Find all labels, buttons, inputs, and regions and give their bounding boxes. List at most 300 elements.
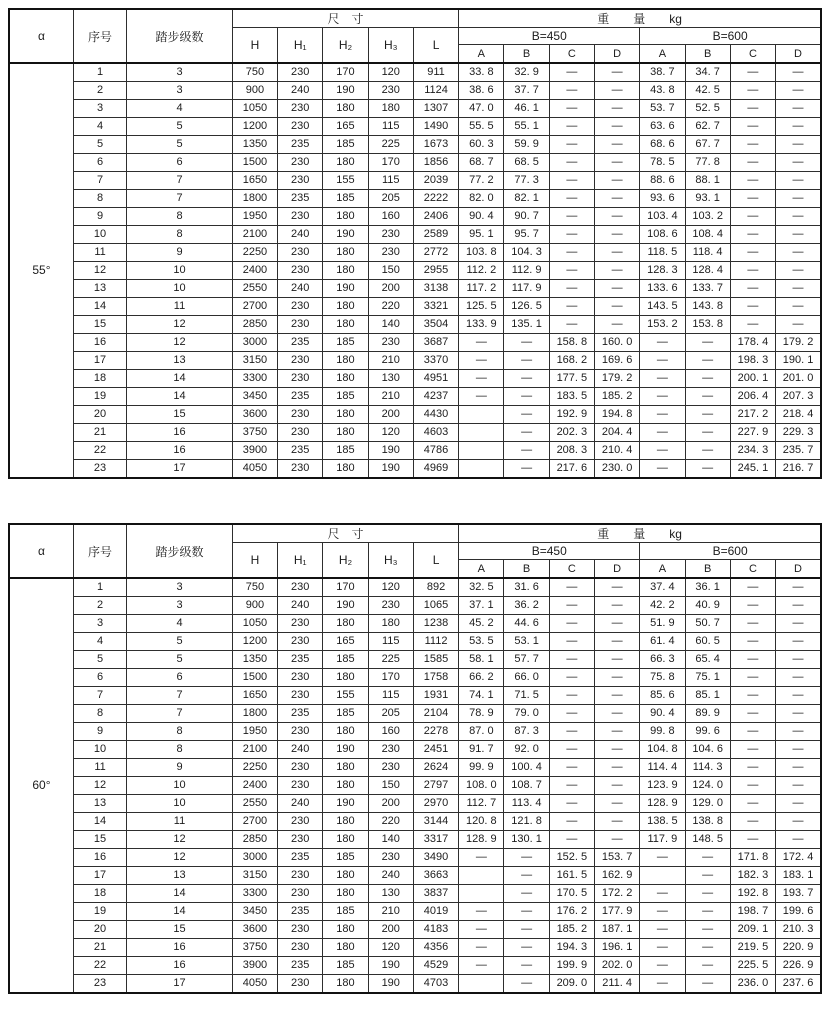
b450-b-cell: 130. 1 xyxy=(504,831,549,849)
h2-cell: 180 xyxy=(323,921,368,939)
b600-d-cell: 207. 3 xyxy=(776,388,821,406)
steps-cell: 8 xyxy=(127,226,233,244)
b450-col-c: C xyxy=(549,45,594,64)
table-row xyxy=(9,651,821,669)
b600-b-cell: 75. 1 xyxy=(685,669,730,687)
b600-d-cell: 190. 1 xyxy=(776,352,821,370)
table-row xyxy=(9,903,821,921)
b600-c-cell: 225. 5 xyxy=(730,957,775,975)
b600-b-cell: — xyxy=(685,406,730,424)
b600-d-cell: — xyxy=(776,831,821,849)
b450-b-cell: — xyxy=(504,939,549,957)
h1-cell: 235 xyxy=(278,903,323,921)
b450-b-cell: 104. 3 xyxy=(504,244,549,262)
b450-c-cell: — xyxy=(549,669,594,687)
b600-b-cell: — xyxy=(685,334,730,352)
steps-cell: 9 xyxy=(127,759,233,777)
b600-b-cell: 34. 7 xyxy=(685,63,730,82)
h2-cell: 180 xyxy=(323,723,368,741)
b600-b-cell: 40. 9 xyxy=(685,597,730,615)
b450-c-cell: — xyxy=(549,597,594,615)
steps-cell: 10 xyxy=(127,777,233,795)
table-gap xyxy=(8,479,822,523)
serial-cell: 17 xyxy=(73,352,126,370)
h-cell: 2700 xyxy=(232,813,277,831)
serial-cell: 12 xyxy=(73,262,126,280)
b600-b-cell: — xyxy=(685,921,730,939)
h-cell: 1800 xyxy=(232,190,277,208)
b600-c-cell: 200. 1 xyxy=(730,370,775,388)
h1-cell: 230 xyxy=(278,244,323,262)
h-cell: 3450 xyxy=(232,388,277,406)
b600-d-cell: — xyxy=(776,298,821,316)
h3-cell: 180 xyxy=(368,100,413,118)
h2-cell: 180 xyxy=(323,460,368,479)
h2-cell: 180 xyxy=(323,244,368,262)
table-row xyxy=(9,208,821,226)
h2-cell: 180 xyxy=(323,298,368,316)
b600-c-cell: — xyxy=(730,154,775,172)
b450-c-cell: 170. 5 xyxy=(549,885,594,903)
b600-c-cell: — xyxy=(730,759,775,777)
b600-c-cell: — xyxy=(730,615,775,633)
b450-c-cell: — xyxy=(549,280,594,298)
b600-d-cell: — xyxy=(776,63,821,82)
h3-cell: 230 xyxy=(368,244,413,262)
l-cell: 4019 xyxy=(413,903,458,921)
h3-cell: 210 xyxy=(368,388,413,406)
h1-cell: 230 xyxy=(278,921,323,939)
b450-d-cell: — xyxy=(595,154,640,172)
h-cell: 750 xyxy=(232,578,277,597)
b600-a-cell: 143. 5 xyxy=(640,298,685,316)
b450-c-cell: — xyxy=(549,723,594,741)
b450-c-cell: — xyxy=(549,831,594,849)
l-cell: 3144 xyxy=(413,813,458,831)
table-row xyxy=(9,334,821,352)
b600-c-cell: — xyxy=(730,136,775,154)
b600-b-cell: — xyxy=(685,903,730,921)
b450-b-cell: 68. 5 xyxy=(504,154,549,172)
h1-cell: 240 xyxy=(278,82,323,100)
serial-cell: 23 xyxy=(73,460,126,479)
h-cell: 1500 xyxy=(232,154,277,172)
h2-cell: 165 xyxy=(323,118,368,136)
h-cell: 3750 xyxy=(232,424,277,442)
serial-cell: 20 xyxy=(73,406,126,424)
serial-cell: 8 xyxy=(73,705,126,723)
table-body-55 xyxy=(9,63,821,478)
h3-cell: 205 xyxy=(368,705,413,723)
steps-cell: 5 xyxy=(127,136,233,154)
serial-cell: 15 xyxy=(73,831,126,849)
l-cell: 3837 xyxy=(413,885,458,903)
b450-d-cell: 153. 7 xyxy=(595,849,640,867)
b450-c-cell: 152. 5 xyxy=(549,849,594,867)
b450-c-cell: — xyxy=(549,633,594,651)
b600-a-cell: — xyxy=(640,957,685,975)
b450-d-cell: 185. 2 xyxy=(595,388,640,406)
b600-b-cell: 133. 7 xyxy=(685,280,730,298)
table-row xyxy=(9,280,821,298)
b600-b-cell: 124. 0 xyxy=(685,777,730,795)
b450-c-cell: — xyxy=(549,118,594,136)
b450-b-cell: 108. 7 xyxy=(504,777,549,795)
col-header-h3: H₃ xyxy=(368,543,413,579)
h1-cell: 230 xyxy=(278,172,323,190)
b600-b-cell: 60. 5 xyxy=(685,633,730,651)
table-row xyxy=(9,100,821,118)
b450-b-cell: 126. 5 xyxy=(504,298,549,316)
serial-cell: 13 xyxy=(73,795,126,813)
b450-c-cell: — xyxy=(549,226,594,244)
b600-b-cell: — xyxy=(685,975,730,994)
b600-d-cell: — xyxy=(776,244,821,262)
b450-a-cell: 108. 0 xyxy=(459,777,504,795)
b450-b-cell: — xyxy=(504,442,549,460)
h1-cell: 230 xyxy=(278,424,323,442)
b600-a-cell: 51. 9 xyxy=(640,615,685,633)
b600-c-cell: 171. 8 xyxy=(730,849,775,867)
h2-cell: 185 xyxy=(323,957,368,975)
table-row xyxy=(9,316,821,334)
h-cell: 1050 xyxy=(232,615,277,633)
steps-cell: 10 xyxy=(127,280,233,298)
steps-cell: 9 xyxy=(127,244,233,262)
h3-cell: 115 xyxy=(368,687,413,705)
h2-cell: 185 xyxy=(323,705,368,723)
l-cell: 4237 xyxy=(413,388,458,406)
b600-d-cell: — xyxy=(776,651,821,669)
steps-cell: 12 xyxy=(127,849,233,867)
h2-cell: 180 xyxy=(323,208,368,226)
col-header-l: L xyxy=(413,28,458,64)
b450-b-cell: — xyxy=(504,460,549,479)
table-row xyxy=(9,867,821,885)
h-cell: 1350 xyxy=(232,651,277,669)
b450-c-cell: — xyxy=(549,741,594,759)
b600-d-cell: 183. 1 xyxy=(776,867,821,885)
b600-c-cell: 227. 9 xyxy=(730,424,775,442)
b600-a-cell: — xyxy=(640,939,685,957)
h3-cell: 225 xyxy=(368,136,413,154)
h-cell: 3450 xyxy=(232,903,277,921)
serial-cell: 9 xyxy=(73,208,126,226)
b450-a-cell: 77. 2 xyxy=(459,172,504,190)
h1-cell: 230 xyxy=(278,208,323,226)
b600-c-cell: — xyxy=(730,316,775,334)
table-row xyxy=(9,154,821,172)
l-cell: 3663 xyxy=(413,867,458,885)
table-row xyxy=(9,190,821,208)
h3-cell: 120 xyxy=(368,424,413,442)
h-cell: 2850 xyxy=(232,316,277,334)
b450-b-cell: 31. 6 xyxy=(504,578,549,597)
b600-b-cell: 114. 3 xyxy=(685,759,730,777)
h1-cell: 230 xyxy=(278,669,323,687)
h3-cell: 120 xyxy=(368,939,413,957)
b450-c-cell: — xyxy=(549,172,594,190)
h-cell: 3900 xyxy=(232,442,277,460)
h-cell: 3300 xyxy=(232,370,277,388)
table-row xyxy=(9,795,821,813)
b600-c-cell: — xyxy=(730,118,775,136)
h1-cell: 230 xyxy=(278,831,323,849)
b450-d-cell: — xyxy=(595,759,640,777)
l-cell: 1065 xyxy=(413,597,458,615)
serial-cell: 6 xyxy=(73,154,126,172)
b450-d-cell: 162. 9 xyxy=(595,867,640,885)
b600-d-cell: — xyxy=(776,633,821,651)
h1-cell: 230 xyxy=(278,118,323,136)
b450-a-cell: 55. 5 xyxy=(459,118,504,136)
b450-a-cell: — xyxy=(459,849,504,867)
steps-cell: 17 xyxy=(127,460,233,479)
b450-d-cell: — xyxy=(595,831,640,849)
b600-d-cell: — xyxy=(776,687,821,705)
dimensions-group-header: 尺 寸 xyxy=(232,9,458,28)
b450-a-cell: 38. 6 xyxy=(459,82,504,100)
b600-b-cell: — xyxy=(685,370,730,388)
h1-cell: 230 xyxy=(278,406,323,424)
b600-b-cell: — xyxy=(685,957,730,975)
h3-cell: 160 xyxy=(368,208,413,226)
h1-cell: 230 xyxy=(278,100,323,118)
serial-cell: 18 xyxy=(73,370,126,388)
h2-cell: 190 xyxy=(323,741,368,759)
b450-a-cell: 112. 2 xyxy=(459,262,504,280)
alpha-header: α xyxy=(9,524,73,578)
steps-cell: 12 xyxy=(127,831,233,849)
b600-c-cell: 217. 2 xyxy=(730,406,775,424)
h3-cell: 190 xyxy=(368,460,413,479)
h1-cell: 235 xyxy=(278,705,323,723)
b600-d-cell: — xyxy=(776,208,821,226)
b600-a-cell: — xyxy=(640,388,685,406)
steps-header: 踏步级数 xyxy=(127,9,233,63)
serial-cell: 16 xyxy=(73,334,126,352)
table-row xyxy=(9,633,821,651)
b450-a-cell: 90. 4 xyxy=(459,208,504,226)
b600-c-cell: 209. 1 xyxy=(730,921,775,939)
table-row xyxy=(9,172,821,190)
col-header-h2: H₂ xyxy=(323,28,368,64)
table-row xyxy=(9,298,821,316)
b600-d-cell: — xyxy=(776,597,821,615)
b450-a-cell: — xyxy=(459,903,504,921)
b450-c-cell: — xyxy=(549,813,594,831)
l-cell: 3490 xyxy=(413,849,458,867)
h3-cell: 190 xyxy=(368,957,413,975)
b450-b-cell: 32. 9 xyxy=(504,63,549,82)
h-cell: 2250 xyxy=(232,759,277,777)
spec-table-55 xyxy=(8,8,822,479)
b600-c-cell: — xyxy=(730,651,775,669)
b450-a-cell: 37. 1 xyxy=(459,597,504,615)
table-row xyxy=(9,885,821,903)
h2-cell: 180 xyxy=(323,100,368,118)
table-row xyxy=(9,705,821,723)
b600-a-cell: 104. 8 xyxy=(640,741,685,759)
b450-b-cell: 90. 7 xyxy=(504,208,549,226)
b600-c-cell: — xyxy=(730,705,775,723)
b600-b-cell: 50. 7 xyxy=(685,615,730,633)
serial-header: 序号 xyxy=(73,9,126,63)
b450-a-cell: 87. 0 xyxy=(459,723,504,741)
b450-c-cell: — xyxy=(549,63,594,82)
h2-cell: 155 xyxy=(323,172,368,190)
b600-c-cell: 182. 3 xyxy=(730,867,775,885)
b600-b-cell: 129. 0 xyxy=(685,795,730,813)
b600-d-cell: 229. 3 xyxy=(776,424,821,442)
l-cell: 4603 xyxy=(413,424,458,442)
l-cell: 4183 xyxy=(413,921,458,939)
b450-c-cell: — xyxy=(549,262,594,280)
steps-cell: 3 xyxy=(127,82,233,100)
b600-b-cell: — xyxy=(685,442,730,460)
h1-cell: 240 xyxy=(278,795,323,813)
table-row xyxy=(9,136,821,154)
b600-a-cell: 75. 8 xyxy=(640,669,685,687)
h3-cell: 230 xyxy=(368,741,413,759)
b600-d-cell: 210. 3 xyxy=(776,921,821,939)
steps-cell: 8 xyxy=(127,208,233,226)
table-header xyxy=(9,9,821,63)
b450-a-cell: — xyxy=(459,939,504,957)
h-cell: 1350 xyxy=(232,136,277,154)
b600-group-header: B=600 xyxy=(640,543,821,560)
b600-d-cell: 199. 6 xyxy=(776,903,821,921)
h2-cell: 185 xyxy=(323,388,368,406)
b600-a-cell: 133. 6 xyxy=(640,280,685,298)
col-header-h1: H₁ xyxy=(278,543,323,579)
l-cell: 1856 xyxy=(413,154,458,172)
steps-cell: 16 xyxy=(127,424,233,442)
h-cell: 2250 xyxy=(232,244,277,262)
h-cell: 2700 xyxy=(232,298,277,316)
h2-cell: 180 xyxy=(323,370,368,388)
b600-a-cell: — xyxy=(640,406,685,424)
b600-a-cell: 93. 6 xyxy=(640,190,685,208)
b600-b-cell: 128. 4 xyxy=(685,262,730,280)
b600-b-cell: — xyxy=(685,885,730,903)
b600-c-cell: 206. 4 xyxy=(730,388,775,406)
b600-c-cell: — xyxy=(730,172,775,190)
steps-cell: 4 xyxy=(127,100,233,118)
col-header-h3: H₃ xyxy=(368,28,413,64)
table-row xyxy=(9,460,821,479)
l-cell: 2772 xyxy=(413,244,458,262)
b600-c-cell: — xyxy=(730,633,775,651)
b450-c-cell: 183. 5 xyxy=(549,388,594,406)
b600-d-cell: — xyxy=(776,226,821,244)
h-cell: 1950 xyxy=(232,208,277,226)
b600-c-cell: — xyxy=(730,280,775,298)
b600-b-cell: 42. 5 xyxy=(685,82,730,100)
b600-a-cell: 68. 6 xyxy=(640,136,685,154)
steps-cell: 12 xyxy=(127,316,233,334)
b600-a-cell: 78. 5 xyxy=(640,154,685,172)
l-cell: 1931 xyxy=(413,687,458,705)
b450-c-cell: — xyxy=(549,615,594,633)
b450-a-cell: 91. 7 xyxy=(459,741,504,759)
b450-b-cell: 37. 7 xyxy=(504,82,549,100)
serial-cell: 10 xyxy=(73,741,126,759)
b450-d-cell: — xyxy=(595,208,640,226)
serial-cell: 11 xyxy=(73,244,126,262)
b450-d-cell: 230. 0 xyxy=(595,460,640,479)
l-cell: 2970 xyxy=(413,795,458,813)
h2-cell: 180 xyxy=(323,316,368,334)
steps-cell: 3 xyxy=(127,597,233,615)
serial-cell: 1 xyxy=(73,578,126,597)
b450-b-cell: 135. 1 xyxy=(504,316,549,334)
h1-cell: 240 xyxy=(278,226,323,244)
l-cell: 3317 xyxy=(413,831,458,849)
h-cell: 3600 xyxy=(232,921,277,939)
steps-cell: 16 xyxy=(127,957,233,975)
b600-d-cell: — xyxy=(776,813,821,831)
b450-d-cell: — xyxy=(595,100,640,118)
h2-cell: 190 xyxy=(323,280,368,298)
b450-b-cell: — xyxy=(504,849,549,867)
b600-d-cell: 172. 4 xyxy=(776,849,821,867)
b450-b-cell: 100. 4 xyxy=(504,759,549,777)
b450-a-cell: — xyxy=(459,388,504,406)
steps-cell: 12 xyxy=(127,334,233,352)
l-cell: 3687 xyxy=(413,334,458,352)
steps-cell: 4 xyxy=(127,615,233,633)
serial-cell: 16 xyxy=(73,849,126,867)
b450-d-cell: 202. 0 xyxy=(595,957,640,975)
b450-d-cell: — xyxy=(595,687,640,705)
b450-a-cell xyxy=(459,867,504,885)
b450-d-cell: 160. 0 xyxy=(595,334,640,352)
b450-c-cell: — xyxy=(549,777,594,795)
h1-cell: 230 xyxy=(278,759,323,777)
serial-cell: 22 xyxy=(73,957,126,975)
h-cell: 2100 xyxy=(232,226,277,244)
b600-c-cell: — xyxy=(730,578,775,597)
h3-cell: 230 xyxy=(368,597,413,615)
h-cell: 3150 xyxy=(232,867,277,885)
b600-a-cell: 128. 9 xyxy=(640,795,685,813)
steps-cell: 7 xyxy=(127,687,233,705)
h2-cell: 180 xyxy=(323,867,368,885)
h3-cell: 230 xyxy=(368,334,413,352)
h1-cell: 230 xyxy=(278,615,323,633)
table-row xyxy=(9,262,821,280)
h2-cell: 190 xyxy=(323,226,368,244)
b450-b-cell: — xyxy=(504,867,549,885)
table-row xyxy=(9,759,821,777)
serial-cell: 7 xyxy=(73,687,126,705)
b450-d-cell: — xyxy=(595,705,640,723)
table-row xyxy=(9,975,821,994)
h3-cell: 205 xyxy=(368,190,413,208)
h3-cell: 200 xyxy=(368,280,413,298)
b450-d-cell: — xyxy=(595,262,640,280)
b600-b-cell: 62. 7 xyxy=(685,118,730,136)
b450-c-cell: — xyxy=(549,298,594,316)
l-cell: 4430 xyxy=(413,406,458,424)
h1-cell: 235 xyxy=(278,388,323,406)
b450-b-cell: 77. 3 xyxy=(504,172,549,190)
b450-d-cell: — xyxy=(595,298,640,316)
b450-a-cell: 82. 0 xyxy=(459,190,504,208)
table-row xyxy=(9,921,821,939)
h1-cell: 230 xyxy=(278,939,323,957)
